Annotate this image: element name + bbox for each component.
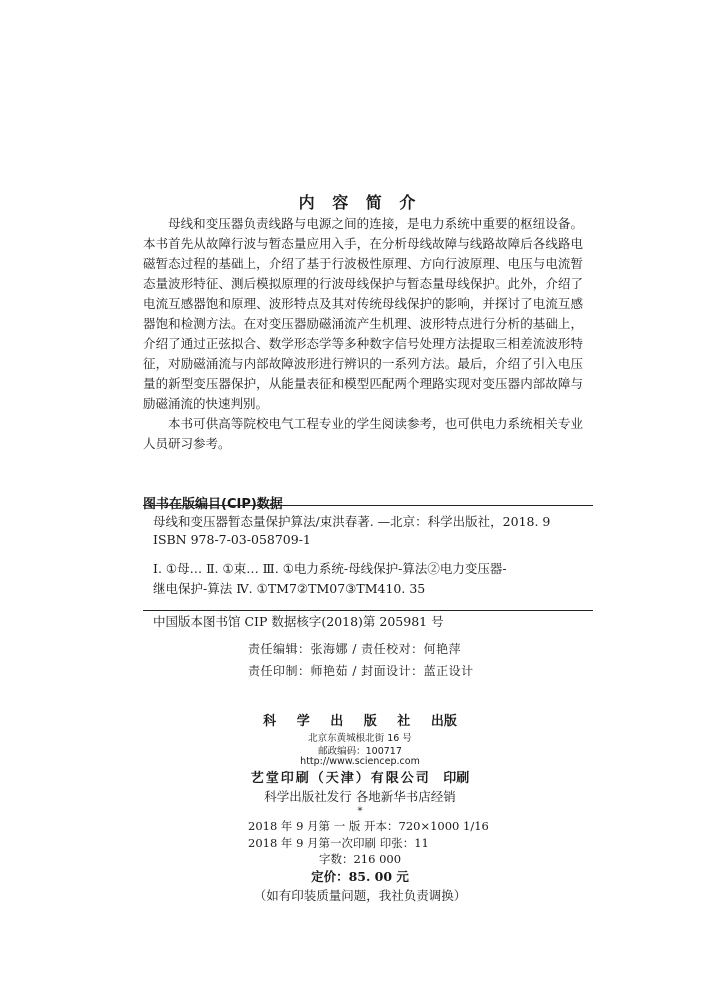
credits-production: 责任印制：师艳茹 / 封面设计：蓝正设计	[248, 664, 474, 678]
cip-isbn: ISBN 978-7-03-058709-1	[153, 532, 311, 547]
publisher-postcode: 邮政编码：100717	[318, 746, 402, 757]
publisher-suffix: 出版	[430, 714, 457, 729]
cip-record-number: 中国版本图书馆 CIP 数据核字(2018)第 205981 号	[153, 614, 444, 629]
intro-paragraph-2: 本书可供高等院校电气工程专业的学生阅读参考，也可供电力系统相关专业人员研习参考。	[143, 416, 583, 451]
publisher-line	[0, 710, 720, 729]
intro-body	[143, 214, 583, 454]
printer-line	[0, 767, 720, 786]
intro-heading: 内 容 简 介	[298, 193, 422, 212]
cip-bibliographic-line: 母线和变压器暂态量保护算法/束洪春著. —北京：科学出版社，2018. 9	[153, 514, 551, 529]
quality-note: （如有印装质量问题，我社负责调换）	[253, 888, 467, 903]
price: 定价：85. 00 元	[311, 869, 409, 884]
publisher-address: 北京东黄城根北街 16 号	[308, 733, 412, 744]
word-count: 字数：216 000	[318, 852, 402, 866]
cip-title: 图书在版编目(CIP)数据	[143, 497, 283, 512]
printing-info: 2018 年 9 月第一次印刷 印张：11	[248, 836, 429, 850]
printer-name: 艺堂印刷（天津）有限公司	[250, 771, 431, 786]
credits-editors: 责任编辑：张海娜 / 责任校对：何艳萍	[248, 642, 462, 656]
publisher-name: 科 学 出 版 社	[263, 714, 419, 729]
cip-classification-line-2: 继电保护-算法 Ⅳ. ①TM7②TM07③TM410. 35	[153, 581, 426, 596]
edition-info: 2018 年 9 月第 一 版 开本：720×1000 1/16	[248, 819, 489, 833]
cip-classification-line-1: Ⅰ. ①母… Ⅱ. ①束… Ⅲ. ①电力系统-母线保护-算法②电力变压器-	[153, 561, 507, 576]
intro-paragraph-1: 母线和变压器负责线路与电源之间的连接，是电力系统中重要的枢纽设备。本书首先从故障行波与暂态量应用入手，在分析母线故障与线路故障后各线路电磁暂态过程的基础上，介绍了基于行波极性原理、方向行波原理、电压与电流暂态量波形特征、测后模拟原理的行波母线保护与暂态量母线保护。此外，介绍了电流互感器饱和原理、波形特点及其对传统母线保护的影响，并探讨了电流互感器饱和检测方法。在对变压器励磁涌流产生机理、波形特点进行分析的基础上，介绍了通过正弦拟合、数学形态学等多种数字信号处理方法提取三相差流波形特征，对励磁涌流与内部故障波形进行辨识的一系列方法。最后，介绍了引入电压量的新型变压器保护，从能量表征和模型匹配两个理路实现对变压器内部故障与励磁涌流的快速判别。	[143, 216, 583, 411]
separator-star: *	[357, 806, 363, 817]
publisher-website: http://www.sciencep.com	[300, 756, 420, 767]
distribution-line: 科学出版社发行 各地新华书店经销	[264, 789, 456, 804]
printer-suffix: 印刷	[443, 771, 470, 786]
cip-data-box	[143, 505, 593, 611]
